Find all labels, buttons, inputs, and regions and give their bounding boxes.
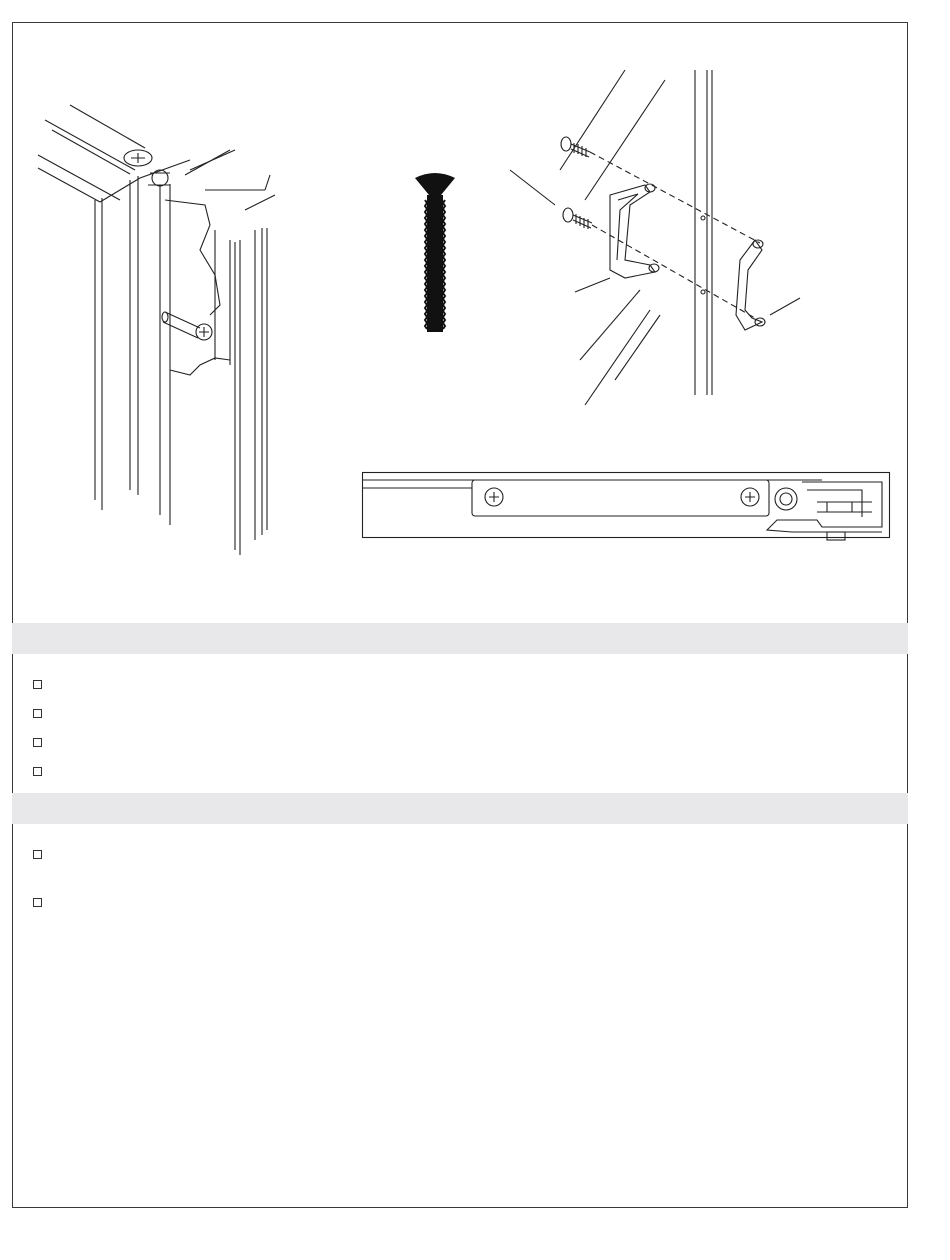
hinge-rail-illustration <box>362 472 892 542</box>
section-header-band-2 <box>12 793 908 824</box>
door-handles-exploded-illustration <box>500 60 820 430</box>
checkbox[interactable] <box>33 767 42 776</box>
section-header-band-1 <box>12 623 908 654</box>
checkbox[interactable] <box>33 898 42 907</box>
door-frame-hinge-illustration <box>30 100 290 560</box>
checkbox[interactable] <box>33 680 42 689</box>
checkbox[interactable] <box>33 738 42 747</box>
checkbox[interactable] <box>33 850 42 859</box>
checkbox[interactable] <box>33 709 42 718</box>
flat-head-screw-illustration <box>400 170 470 340</box>
